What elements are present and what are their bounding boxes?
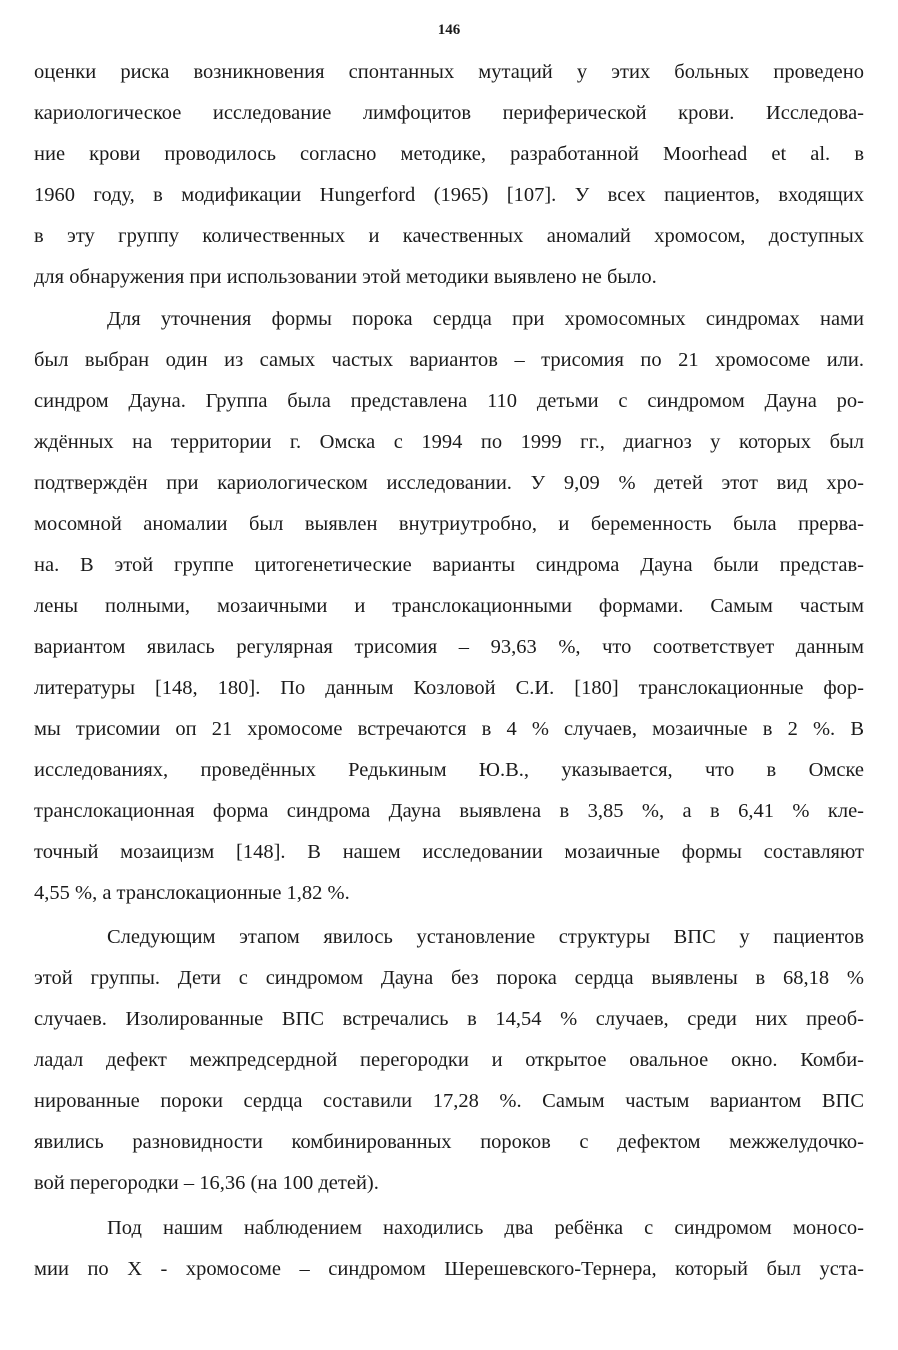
text-line: вариантом явилась регулярная трисомия – 93,63 %, что соответствует данным <box>34 636 864 658</box>
text-line: ладал дефект межпредсердной перегородки и открытое овальное окно. Комби- <box>34 1049 864 1071</box>
text-line: оценки риска возникновения спонтанных мутаций у этих больных проведено <box>34 61 864 83</box>
text-line: ждённых на территории г. Омска с 1994 по 1999 гг., диагноз у которых был <box>34 431 864 453</box>
text-line: лены полными, мозаичными и транслокационными формами. Самым частым <box>34 595 864 617</box>
text-line: вой перегородки – 16,36 (на 100 детей). <box>34 1172 379 1194</box>
text-line: ние крови проводилось согласно методике, разработанной Moorhead et al. в <box>34 143 864 165</box>
text-line: Следующим этапом явилось установление структуры ВПС у пациентов <box>107 926 864 948</box>
text-line: мосомной аномалии был выявлен внутриутробно, и беременность была прерва- <box>34 513 864 535</box>
text-line: был выбран один из самых частых вариантов – трисомия по 21 хромосоме или. <box>34 349 864 371</box>
page-number: 146 <box>437 22 461 38</box>
text-line: точный мозаицизм [148]. В нашем исследовании мозаичные формы составляют <box>34 841 864 863</box>
text-line: мы трисомии оп 21 хромосоме встречаются в 4 % случаев, мозаичные в 2 %. В <box>34 718 864 740</box>
text-line: Для уточнения формы порока сердца при хромосомных синдромах нами <box>107 308 864 330</box>
text-line: синдром Дауна. Группа была представлена 110 детьми с синдромом Дауна ро- <box>34 390 864 412</box>
text-line: нированные пороки сердца составили 17,28 %. Самым частым вариантом ВПС <box>34 1090 864 1112</box>
text-line: 4,55 %, а транслокационные 1,82 %. <box>34 882 350 904</box>
text-line: явились разновидности комбинированных пороков с дефектом межжелудочко- <box>34 1131 864 1153</box>
text-line: для обнаружения при использовании этой методики выявлено не было. <box>34 266 657 288</box>
text-line: кариологическое исследование лимфоцитов периферической крови. Исследова- <box>34 102 864 124</box>
text-line: транслокационная форма синдрома Дауна выявлена в 3,85 %, а в 6,41 % кле- <box>34 800 864 822</box>
text-line: исследованиях, проведённых Редькиным Ю.В., указывается, что в Омске <box>34 759 864 781</box>
text-line: Под нашим наблюдением находились два ребёнка с синдромом моносо- <box>107 1217 864 1239</box>
text-line: случаев. Изолированные ВПС встречались в 14,54 % случаев, среди них преоб- <box>34 1008 864 1030</box>
text-line: в эту группу количественных и качественных аномалий хромосом, доступных <box>34 225 864 247</box>
text-line: литературы [148, 180]. По данным Козловой С.И. [180] транслокационные фор- <box>34 677 864 699</box>
text-line: подтверждён при кариологическом исследовании. У 9,09 % детей этот вид хро- <box>34 472 864 494</box>
text-line: на. В этой группе цитогенетические варианты синдрома Дауна были представ- <box>34 554 864 576</box>
text-line: мии по Х - хромосоме – синдромом Шерешевского-Тернера, который был уста- <box>34 1258 864 1280</box>
text-line: этой группы. Дети с синдромом Дауна без порока сердца выявлены в 68,18 % <box>34 967 864 989</box>
text-line: 1960 году, в модификации Hungerford (1965) [107]. У всех пациентов, входящих <box>34 184 864 206</box>
